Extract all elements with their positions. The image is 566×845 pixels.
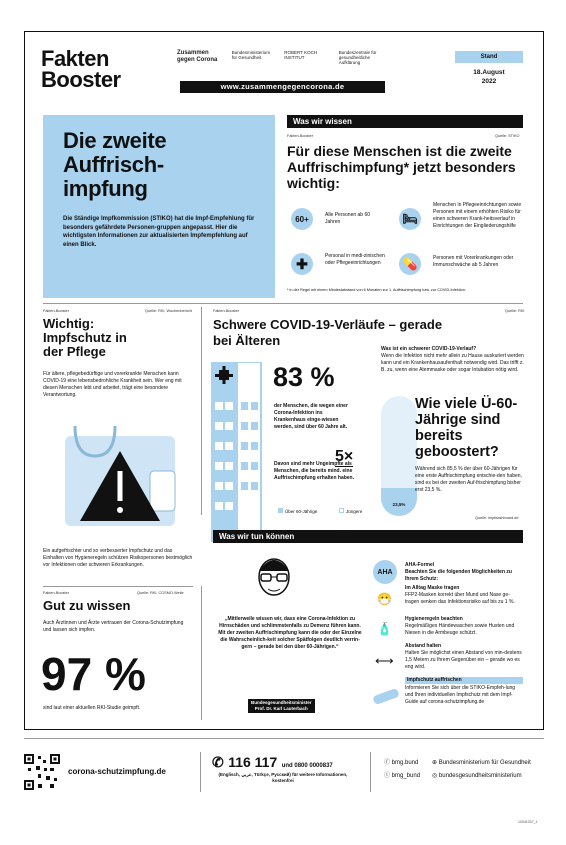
mask-icon: 😷 xyxy=(377,592,392,606)
bed-icon: 🛏 xyxy=(399,208,421,230)
booster-source: Quelle: impfdashboard.de xyxy=(475,516,519,520)
hero-box xyxy=(43,115,275,298)
source-left: Fakten-Booster xyxy=(213,309,239,313)
hotline[interactable]: ✆ 116 117 und 0800 0000837 xyxy=(212,754,333,770)
partner-bzga: Bundeszentrale für gesundheitliche Aufklärung xyxy=(338,50,377,65)
hospital-text: der Menschen, die wegen einer Corona-Infektion ins Krankenhaus einge-wiesen werden, sind über 60 Jahre alt. xyxy=(274,403,348,430)
group-care-homes: Menschen in Pflegeeinrichtungen sowie Personen mit einem erhöhten Risiko für einen schweren Krank-heitsverlauf in Einrichtungen der Eingliederungshilfe xyxy=(433,202,522,229)
phone-icon: ✆ xyxy=(212,754,224,770)
severe-answer: Wenn die Infektion nicht mehr allein zu Hause auskuriert werden kann und ein Krankenhausaufenthalt notwendig wird. Das trifft z. B. zu, wenn eine Atemmaske oder sogar Intubation nötig wird. xyxy=(381,353,524,373)
legend-younger: Jüngere xyxy=(339,508,362,515)
social-twitter[interactable]: ⓣ bmg_bund xyxy=(384,773,421,779)
source-left: Fakten-Booster xyxy=(287,134,313,138)
social-ministry[interactable]: ⊕ Bundesministerium für Gesundheit xyxy=(432,760,531,766)
group-preconditions: Personen mit Vorerkrankungen oder Immunschwäche ab 5 Jahren xyxy=(433,255,514,268)
warning-illustration xyxy=(55,416,185,536)
hotline-languages: (Englisch, عربي, Türkçe, Русский) für weitere Informationen, kostenfrei xyxy=(218,772,348,783)
divider xyxy=(201,307,202,515)
partner-bmg: Bundesministerium für Gesundheit xyxy=(231,50,271,60)
footer-divider xyxy=(370,752,371,792)
partner-zusammen: Zusammen gegen Corona xyxy=(177,50,218,63)
divider xyxy=(43,303,523,304)
source-left: Fakten-Booster xyxy=(43,309,69,313)
source-right: Quelle: RKI, COSMO-Welle xyxy=(137,591,184,595)
stand-date: 18.August 2022 xyxy=(473,69,505,85)
aha-icon: AHA xyxy=(373,560,397,584)
poster xyxy=(24,31,544,730)
ministry-icon: ⊕ xyxy=(432,760,439,766)
severe-question: Was ist ein schwerer COVID-19-Verlauf? xyxy=(381,346,477,352)
qr-code-icon[interactable] xyxy=(24,754,60,790)
multiplier-text: Davon sind mehr Ungeimpfte als Menschen, die bereits mind. eine Auffrischimpfung erhalten haben. xyxy=(274,461,355,481)
instagram-icon: ◎ xyxy=(432,773,439,779)
booster-title: Wie viele Ü-60-Jährige sind bereits geboostert? xyxy=(415,396,518,460)
bottle-icon xyxy=(150,471,175,511)
rule-mask-title: Im Alltag Maske tragen xyxy=(405,585,460,591)
verlauf-title: Schwere COVID-19-Verläufe – gerade bei Älteren xyxy=(213,317,443,348)
rule-hygiene-title: Hygieneregeln beachten xyxy=(405,616,463,622)
rule-distance-title: Abstand halten xyxy=(405,643,442,649)
minister-quote: „Mittlerweile wissen wir, dass eine Corona-Infektion zu Hirnschäden und schlimmstenfalls zu Demenz führen kann. Mit der zweiten Auffrischimpfung kann die oder der Einzelne die Wahrscheinlich-keit solcher Spätfolgen deutlich verrin-gern – gerade bei den über 60-Jährigen.“ xyxy=(218,616,362,650)
social-facebook[interactable]: ⓕ bmg.bund xyxy=(384,760,419,766)
aha-intro: Beachten Sie die folgenden Möglichkeiten zu Ihrem Schutz: xyxy=(405,569,512,582)
wissen-title: Für diese Menschen ist die zweite Auffrischimpfung* jetzt besonders wichtig: xyxy=(287,143,516,191)
campaign-url[interactable]: www.zusammengegencorona.de xyxy=(180,81,385,93)
syringe-icon xyxy=(372,688,400,705)
distance-arrows-icon: ⟷ xyxy=(375,653,394,668)
source-right: Quelle: RKI xyxy=(505,309,525,313)
hospital-percent: 83 % xyxy=(273,362,335,392)
pill-icon: 💊 xyxy=(399,253,421,275)
hospital-building-icon xyxy=(211,362,275,542)
stand-label: Stand xyxy=(455,51,523,63)
print-code: 10041037_1 xyxy=(518,820,538,824)
booster-progress xyxy=(381,396,417,516)
twitter-icon: ⓣ xyxy=(384,773,392,779)
booster-text: Während sich 85,5 % der über 60-Jährigen für eine erste Auffrischimpfung entschie-den haben, sind es bei der zweiten Auf-frischimpfung bisher erst 23,5 %. xyxy=(415,466,522,493)
footnote: * in der Regel mit einem Mindestabstand von 6 Monaten zur 1. Auffrischimpfung bzw. zur COVID-Infektion. xyxy=(287,288,466,292)
pflege-text: Für ältere, pflegebedürftige und vorerkrankte Menschen kann COVID-19 eine lebensbedrohliche Krankheit sein. Wer eng mit diesen Menschen lebt und arbeitet, trägt eine besondere Verantwortung. xyxy=(43,371,182,398)
partner-logos xyxy=(177,50,417,78)
footer-divider xyxy=(200,752,201,792)
booster-percent: 23,5% xyxy=(392,502,406,507)
medical-cross-icon: ✚ xyxy=(291,253,313,275)
divider xyxy=(43,586,193,587)
rule-mask-text: FFP2-Masken korrekt über Mund und Nase ge-tragen senken das Infektionsrisiko auf bis zu 1 %. xyxy=(405,592,515,605)
rule-distance-text: Halten Sie möglichst einen Abstand von min-destens 1,5 Metern zu Ihrem Gegenüber ein – gerade wo es eng wird. xyxy=(405,650,522,670)
social-instagram[interactable]: ◎ bundesgesundheitsministerium xyxy=(432,773,522,779)
soap-icon: 🧴 xyxy=(377,622,392,636)
minister-name: Bundesgesundheitsminister Prof. Dr. Karl Lauterbach xyxy=(248,699,315,713)
gut-caption: sind laut einer aktuellen RKI-Studie geimpft. xyxy=(43,705,141,711)
section-bar-koennen: Was wir tun können xyxy=(213,530,523,543)
rule-booster-title: Impfschutz auffrischen xyxy=(405,677,523,684)
partner-rki: ROBERT KOCH INSTITUT xyxy=(284,50,318,60)
footer-url[interactable]: corona-schutzimpfung.de xyxy=(68,767,166,776)
pflege-text-2: Ein aufgefrischter und so verbesserter Impfschutz und das Einhalten von Hygieneregeln schützen Risikopersonen bestmöglich vor Infektionen oder schweren Erkrankungen. xyxy=(43,548,193,568)
gut-title: Gut zu wissen xyxy=(43,598,131,613)
age-60-icon: 60+ xyxy=(291,208,313,230)
facebook-icon: ⓕ xyxy=(384,760,392,766)
legend-swatch-younger xyxy=(339,508,344,513)
legend-swatch-older xyxy=(278,508,283,513)
doctors-vaccinated-percent: 97 % xyxy=(41,648,146,700)
footer-divider xyxy=(24,738,544,739)
source-right: Quelle: RKI, Wochenbericht xyxy=(145,309,192,313)
gut-text: Auch Ärztinnen und Ärzte vertrauen der Corona-Schutzimpfung und lassen sich impfen. xyxy=(43,620,184,633)
hero-title: Die zweite Auffrisch- impfung xyxy=(63,128,167,201)
section-bar-wissen: Was wir wissen xyxy=(287,115,523,128)
group-60-plus: Alle Personen ab 60 Jahren xyxy=(325,212,371,225)
hero-text: Die Ständige Impfkommission (STIKO) hat die Impf-Empfehlung für besonders gefährdete Personen-gruppen angepasst. Hier die wichtigsten Informationen zur aktualisierten Impfempfehlung auf einen Blick. xyxy=(63,216,255,248)
group-medical-staff: Personal in medi-zinischen oder Pflegeeinrichtungen xyxy=(325,253,385,266)
source-left: Fakten-Booster xyxy=(43,591,69,595)
legend-older: Über 60-Jährige xyxy=(278,508,317,515)
divider xyxy=(201,586,202,720)
aha-title: AHA-Formel xyxy=(405,562,435,568)
lauterbach-portrait-icon xyxy=(252,555,296,603)
source-right: Quelle: STIKO xyxy=(495,134,520,138)
fakten-booster-logo: Fakten Booster xyxy=(41,46,121,92)
rule-hygiene-text: Regelmäßiges Händewaschen sowie Husten und Niesen in die Armbeuge schützt. xyxy=(405,623,515,636)
unvaccinated-multiplier: 5× xyxy=(335,448,354,465)
rule-booster-text: Informieren Sie sich über die STIKO-Empfeh-lung und Ihren individuellen Impfschutz mit dem Impf-Guide auf corona-schutzimpfung.de xyxy=(405,685,516,705)
pflege-title: Wichtig: Impfschutz in der Pflege xyxy=(43,316,127,359)
